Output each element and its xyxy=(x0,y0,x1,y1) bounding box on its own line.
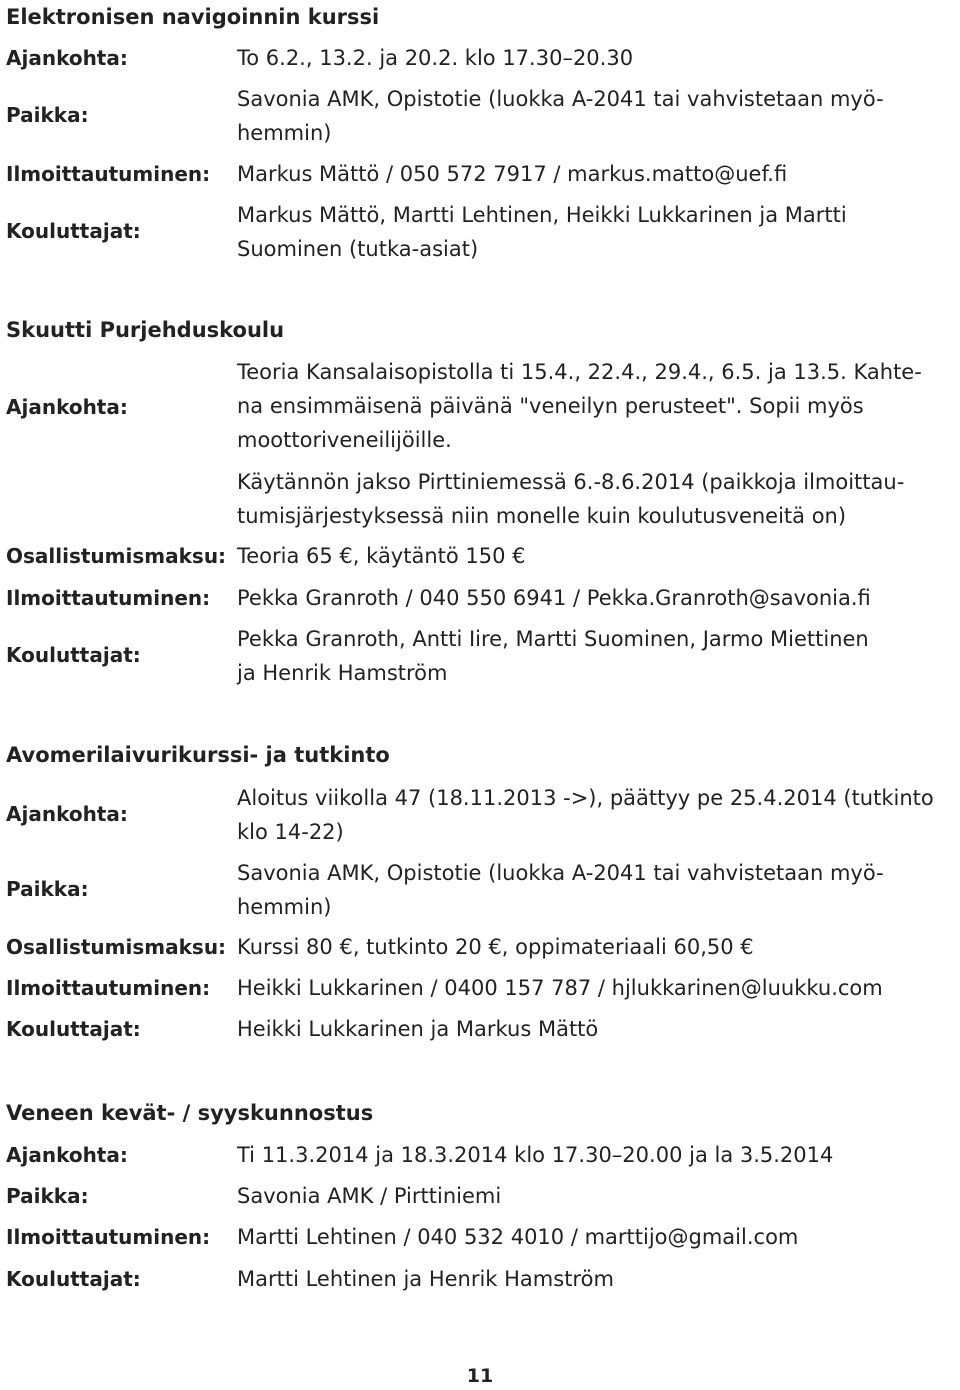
value-ajankohta: Ti 11.3.2014 ja 18.3.2014 klo 17.30–20.00 ja la 3.5.2014 xyxy=(237,1143,834,1167)
value-ajankohta-kaytanto: Käytännön jakso Pirttiniemessä 6.-8.6.2014 (paikkoja ilmoittau- tumisjärjestyksessä niin monelle kuin koulutusveneitä on) xyxy=(237,470,905,528)
value-ilmoittautuminen: Heikki Lukkarinen / 0400 157 787 / hjlukkarinen@luukku.com xyxy=(237,976,883,1000)
section-title-skuutti-purjehduskoulu: Skuutti Purjehduskoulu xyxy=(6,318,285,342)
label-kouluttajat: Kouluttajat: xyxy=(6,1267,141,1291)
label-paikka: Paikka: xyxy=(6,877,89,901)
page-number: 11 xyxy=(466,1365,494,1387)
label-osallistumismaksu: Osallistumismaksu: xyxy=(6,544,227,568)
value-ilmoittautuminen: Pekka Granroth / 040 550 6941 / Pekka.Granroth@savonia.fi xyxy=(237,586,871,610)
label-ilmoittautuminen: Ilmoittautuminen: xyxy=(6,976,211,1000)
section-title-avomerilaivurikurssi: Avomerilaivurikurssi- ja tutkinto xyxy=(6,743,390,767)
value-kouluttajat: Martti Lehtinen ja Henrik Hamström xyxy=(237,1267,614,1291)
value-osallistumismaksu: Kurssi 80 €, tutkinto 20 €, oppimateriaali 60,50 € xyxy=(237,935,754,959)
label-ajankohta: Ajankohta: xyxy=(6,1143,128,1167)
value-ajankohta-teoria: Teoria Kansalaisopistolla ti 15.4., 22.4., 29.4., 6.5. ja 13.5. Kahte- na ensimmäisenä päivänä "veneilyn perusteet". Sopii myös moottoriveneilijöille. xyxy=(237,360,922,452)
label-kouluttajat: Kouluttajat: xyxy=(6,643,141,667)
label-ilmoittautuminen: Ilmoittautuminen: xyxy=(6,586,211,610)
value-osallistumismaksu: Teoria 65 €, käytäntö 150 € xyxy=(237,544,526,568)
label-ajankohta: Ajankohta: xyxy=(6,395,128,419)
label-kouluttajat: Kouluttajat: xyxy=(6,1017,141,1041)
label-ajankohta: Ajankohta: xyxy=(6,802,128,826)
value-paikka: Savonia AMK, Opistotie (luokka A-2041 tai vahvistetaan myö- hemmin) xyxy=(237,861,884,919)
value-kouluttajat: Pekka Granroth, Antti Iire, Martti Suominen, Jarmo Miettinen ja Henrik Hamström xyxy=(237,627,869,685)
value-ajankohta: To 6.2., 13.2. ja 20.2. klo 17.30–20.30 xyxy=(237,46,634,70)
value-ilmoittautuminen: Markus Mättö / 050 572 7917 / markus.matto@uef.fi xyxy=(237,162,788,186)
value-paikka: Savonia AMK / Pirttiniemi xyxy=(237,1184,502,1208)
value-ilmoittautuminen: Martti Lehtinen / 040 532 4010 / marttijo@gmail.com xyxy=(237,1225,799,1249)
label-ilmoittautuminen: Ilmoittautuminen: xyxy=(6,162,211,186)
label-paikka: Paikka: xyxy=(6,103,89,127)
label-ilmoittautuminen: Ilmoittautuminen: xyxy=(6,1225,211,1249)
label-ajankohta: Ajankohta: xyxy=(6,46,128,70)
section-title-veneen-kunnostus: Veneen kevät- / syyskunnostus xyxy=(6,1101,374,1125)
value-kouluttajat: Heikki Lukkarinen ja Markus Mättö xyxy=(237,1017,599,1041)
value-kouluttajat: Markus Mättö, Martti Lehtinen, Heikki Lukkarinen ja Martti Suominen (tutka-asiat) xyxy=(237,203,847,261)
value-paikka: Savonia AMK, Opistotie (luokka A-2041 tai vahvistetaan myö- hemmin) xyxy=(237,87,884,145)
value-ajankohta: Aloitus viikolla 47 (18.11.2013 ->), päättyy pe 25.4.2014 (tutkinto klo 14-22) xyxy=(237,786,934,844)
section-title-elektronisen-navigointi: Elektronisen navigoinnin kurssi xyxy=(6,5,380,29)
label-paikka: Paikka: xyxy=(6,1184,89,1208)
label-kouluttajat: Kouluttajat: xyxy=(6,219,141,243)
label-osallistumismaksu: Osallistumismaksu: xyxy=(6,935,227,959)
